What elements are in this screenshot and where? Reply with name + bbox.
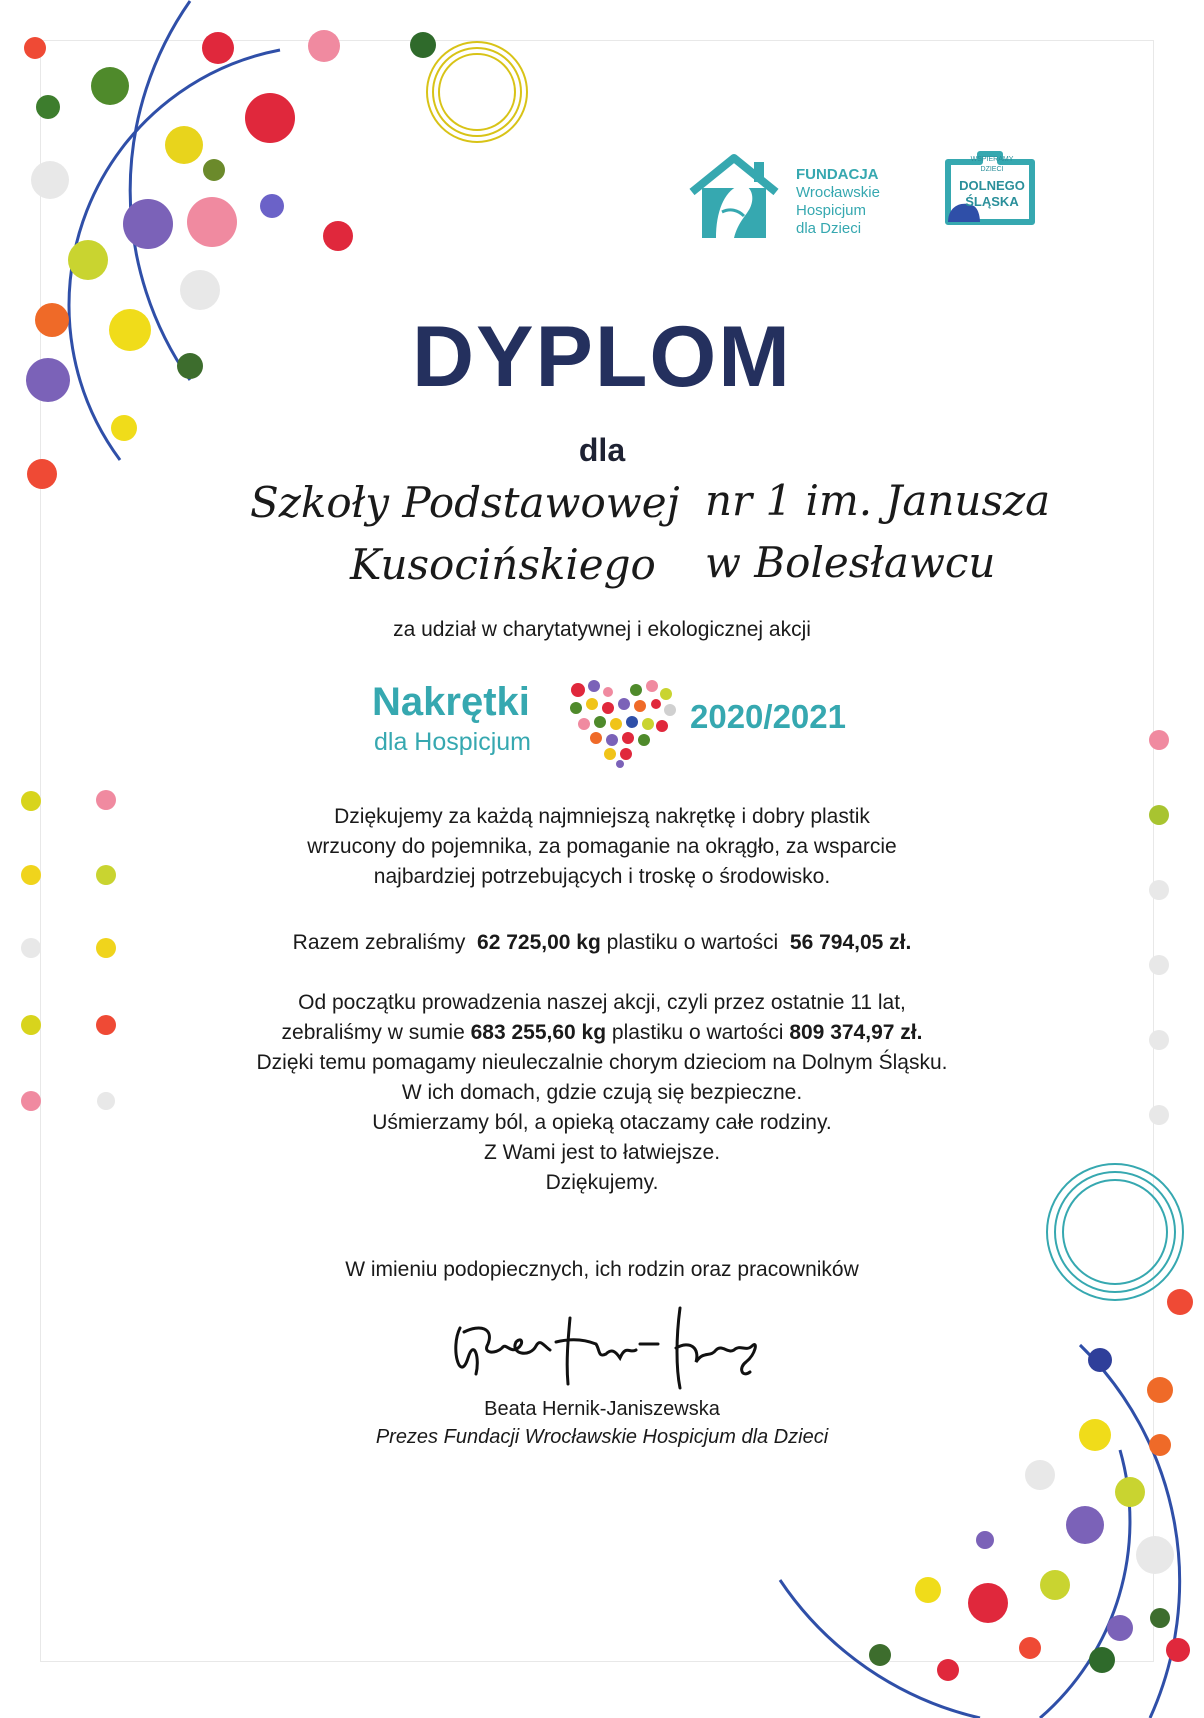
totals-middle: plastiku o wartości xyxy=(606,931,779,954)
history-line1: Od początku prowadzenia naszej akcji, czyli przez ostatnie 11 lat, xyxy=(298,991,906,1014)
heart-of-dots-icon xyxy=(566,678,678,768)
foundation-line3: Hospicjum xyxy=(796,202,867,219)
foundation-logo xyxy=(686,152,916,244)
foundation-line2: Wrocławskie xyxy=(796,184,880,201)
recipient-line1-right: nr 1 im. Janusza xyxy=(705,476,1051,525)
on-behalf-text: W imieniu podopiecznych, ich rodzin oraz pracowników xyxy=(345,1258,859,1281)
closing-line: Dzięki temu pomagamy nieuleczalnie chorym dzieciom na Dolnym Śląsku. xyxy=(256,1051,948,1074)
history-line2-value: 809 374,97 zł. xyxy=(789,1021,923,1044)
thanks-line: Dziękujemy za każdą najmniejszą nakrętkę i dobry plastik xyxy=(334,805,870,828)
closing-line: Uśmierzamy ból, a opieką otaczamy całe rodziny. xyxy=(372,1111,832,1134)
thanks-paragraph xyxy=(0,802,1204,892)
history-line2-prefix: zebraliśmy w sumie xyxy=(281,1021,465,1044)
history-line2-middle: plastiku o wartości xyxy=(611,1021,784,1044)
thanks-line: najbardziej potrzebujących i troskę o środowisko. xyxy=(373,865,831,888)
recipient-line2-right: w Bolesławcu xyxy=(705,538,996,587)
foundation-line1: FUNDACJA xyxy=(796,166,879,183)
signer-name: Beata Hernik-Janiszewska xyxy=(484,1398,720,1420)
support-line4: ŚLĄSKA xyxy=(965,194,1019,209)
closing-line: W ich domach, gdzie czują się bezpieczne. xyxy=(401,1081,803,1104)
reason-text: za udział w charytatywnej i ekologicznej akcji xyxy=(393,618,811,641)
support-line3: DOLNEGO xyxy=(959,178,1025,193)
totals-value: 56 794,05 zł. xyxy=(789,931,912,954)
campaign-subtitle: dla Hospicjum xyxy=(374,728,532,756)
foundation-line4: dla Dzieci xyxy=(796,220,862,237)
diploma-title: DYPLOM xyxy=(412,309,792,405)
thanks-line: wrzucony do pojemnika, za pomaganie na okrągło, za wsparcie xyxy=(307,835,897,858)
closing-line: Z Wami jest to łatwiejsze. xyxy=(483,1141,721,1164)
support-logo xyxy=(940,148,1040,232)
signer-title: Prezes Fundacji Wrocławskie Hospicjum dla Dzieci xyxy=(375,1426,829,1448)
support-line2: DZIECI xyxy=(980,166,1004,173)
house-hand-icon xyxy=(686,152,786,242)
campaign-name: Nakrętki xyxy=(372,680,530,724)
totals-prefix: Razem zebraliśmy xyxy=(292,931,466,954)
recipient-line2-left: Kusocińskiego xyxy=(350,540,656,589)
campaign-years: 2020/2021 xyxy=(690,698,846,735)
totals-line xyxy=(0,928,1204,958)
for-label: dla xyxy=(578,432,626,468)
foundation-logo-text xyxy=(796,166,880,238)
campaign-logo xyxy=(372,678,872,768)
support-line1: WSPIERAMY xyxy=(970,156,1014,163)
history-paragraph xyxy=(0,988,1204,1198)
recipient-line1-left: Szkoły Podstawowej xyxy=(250,478,680,527)
handwritten-signature xyxy=(440,1288,800,1398)
totals-kg: 62 725,00 kg xyxy=(477,931,601,954)
history-line2-kg: 683 255,60 kg xyxy=(470,1021,607,1044)
closing-line: Dziękujemy. xyxy=(545,1171,659,1194)
